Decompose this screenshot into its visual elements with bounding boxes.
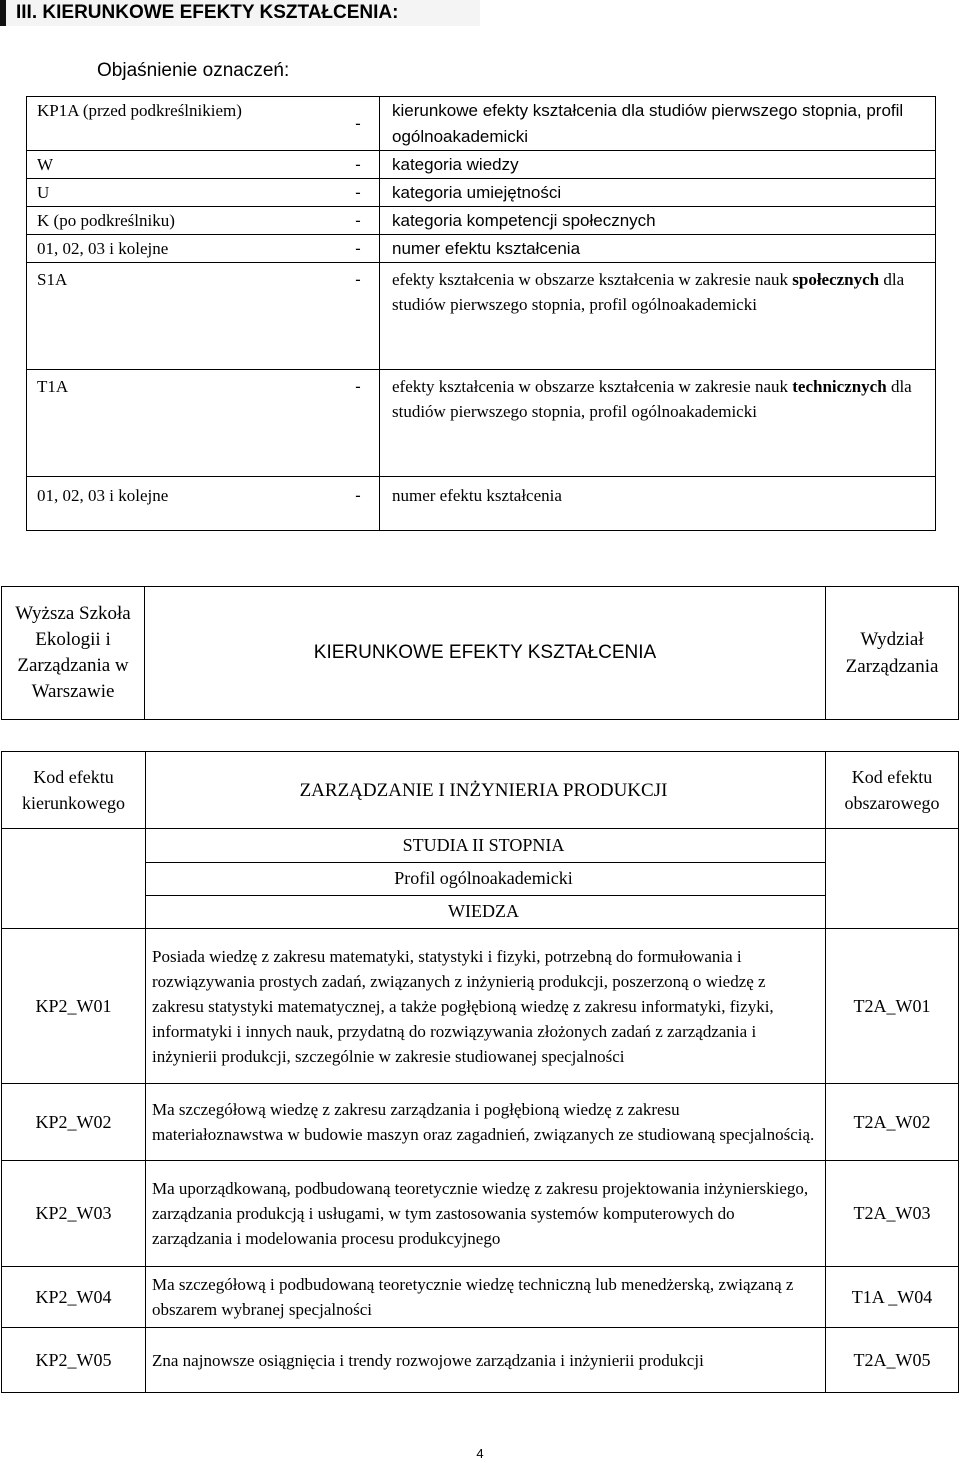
definition-text: dla studiów pierwszego stopnia, profil ogólnoakademicki: [392, 270, 905, 314]
legend-table: [26, 96, 936, 531]
outcome-description: Posiada wiedzę z zakresu matematyki, statystyki i fizyki, potrzebną do formułowania i rozwiązywania prostych zadań, związanych z inżynierią produkcji, poszerzoną o wiedzę z zakresu statystyki matematycznej, a także pogłębioną wiedzę z zakresu informatyki, fizyki, informatyki i innych nauk, przydatną do rozwiązywania złożonych zadań z zarządzania i inżynierii produkcji, szczególnie w zakresie studiowanej specjalności: [146, 929, 826, 1084]
direction-code: KP2_W02: [2, 1084, 146, 1161]
legend-definition: kategoria umiejętności: [380, 179, 936, 207]
legend-term: T1A: [27, 370, 338, 477]
legend-definition: [380, 263, 936, 370]
outcome-description: Ma szczegółową i podbudowaną teoretycznie wiedzę techniczną lub menedżerską, związaną z obszarem wybranej specjalności: [146, 1267, 826, 1328]
direction-code: KP2_W03: [2, 1161, 146, 1267]
area-code: T2A_W01: [826, 929, 959, 1084]
legend-dash: -: [337, 207, 380, 235]
legend-row: [27, 263, 936, 370]
area-code: T2A_W05: [826, 1328, 959, 1393]
outcome-description: Zna najnowsze osiągnięcia i trendy rozwojowe zarządzania i inżynierii produkcji: [146, 1328, 826, 1393]
legend-dash: -: [337, 179, 380, 207]
category-row: [2, 895, 959, 929]
category-heading: WIEDZA: [146, 895, 826, 929]
legend-row: [27, 235, 936, 263]
direction-code: KP2_W04: [2, 1267, 146, 1328]
study-level-row: [2, 829, 959, 863]
legend-dash: -: [337, 235, 380, 263]
profile-row: [2, 862, 959, 895]
area-code: T2A_W02: [826, 1084, 959, 1161]
legend-row: [27, 179, 936, 207]
area-code: T2A_W03: [826, 1161, 959, 1267]
legend-term: K (po podkreślniku): [27, 207, 338, 235]
legend-row: [27, 370, 936, 477]
outcome-description: Ma szczegółową wiedzę z zakresu zarządzania i pogłębioną wiedzę z zakresu materiałoznawstwa w budowie maszyn oraz zagadnień, związanych ze studiowaną specjalnością.: [146, 1084, 826, 1161]
legend-dash: -: [337, 477, 380, 531]
outcome-row: [2, 1161, 959, 1267]
document-title: KIERUNKOWE EFEKTY KSZTAŁCENIA: [145, 587, 826, 720]
outcome-row: [2, 1267, 959, 1328]
legend-dash: -: [337, 97, 380, 151]
area-code: T1A _W04: [826, 1267, 959, 1328]
program-name: ZARZĄDZANIE I INŻYNIERIA PRODUKCJI: [146, 752, 826, 829]
definition-text: dla studiów pierwszego stopnia, profil ogólnoakademicki: [392, 377, 912, 421]
direction-code: KP2_W05: [2, 1328, 146, 1393]
legend-row: [27, 97, 936, 151]
legend-definition: kategoria kompetencji społecznych: [380, 207, 936, 235]
legend-row: [27, 207, 936, 235]
study-profile: Profil ogólnoakademicki: [146, 862, 826, 895]
direction-code: KP2_W01: [2, 929, 146, 1084]
legend-term: U: [27, 179, 338, 207]
legend-dash: -: [337, 263, 380, 370]
faculty-name: Wydział Zarządzania: [826, 587, 959, 720]
school-name: Wyższa Szkoła Ekologii i Zarządzania w Warszawie: [2, 587, 145, 720]
legend-dash: -: [337, 370, 380, 477]
document-header-table: [1, 586, 959, 720]
legend-row: [27, 151, 936, 179]
outcomes-table: [1, 751, 959, 1393]
outcome-row: [2, 929, 959, 1084]
outcomes-header-row: [2, 752, 959, 829]
legend-definition: numer efektu kształcenia: [380, 477, 936, 531]
legend-definition: numer efektu kształcenia: [380, 235, 936, 263]
outcome-description: Ma uporządkowaną, podbudowaną teoretycznie wiedzę z zakresu projektowania inżynierskiego, zarządzania produkcją i usługami, w tym zastosowania systemów komputerowych do zarządzania i modelowania procesu produkcyjnego: [146, 1161, 826, 1267]
definition-text: efekty kształcenia w obszarze kształcenia w zakresie nauk: [392, 377, 793, 396]
legend-definition: kierunkowe efekty kształcenia dla studiów pierwszego stopnia, profil ogólnoakademicki: [380, 97, 936, 151]
legend-term: KP1A (przed podkreślnikiem): [27, 97, 338, 151]
legend-row: [27, 477, 936, 531]
legend-definition: [380, 370, 936, 477]
column-header-direction-code: Kod efektu kierunkowego: [2, 752, 146, 829]
column-header-area-code: Kod efektu obszarowego: [826, 752, 959, 829]
legend-term: 01, 02, 03 i kolejne: [27, 235, 338, 263]
legend-dash: -: [337, 151, 380, 179]
section-heading: III. KIERUNKOWE EFEKTY KSZTAŁCENIA:: [0, 0, 480, 26]
outcome-row: [2, 1328, 959, 1393]
legend-definition: kategoria wiedzy: [380, 151, 936, 179]
legend-term: 01, 02, 03 i kolejne: [27, 477, 338, 531]
outcome-row: [2, 1084, 959, 1161]
definition-emphasis: technicznych: [792, 377, 887, 396]
study-level: STUDIA II STOPNIA: [146, 829, 826, 863]
legend-term: S1A: [27, 263, 338, 370]
page-number: 4: [476, 1446, 484, 1461]
definition-text: efekty kształcenia w obszarze kształcenia w zakresie nauk: [392, 270, 793, 289]
legend-heading: Objaśnienie oznaczeń:: [97, 60, 290, 81]
definition-emphasis: społecznych: [792, 270, 880, 289]
legend-term: W: [27, 151, 338, 179]
